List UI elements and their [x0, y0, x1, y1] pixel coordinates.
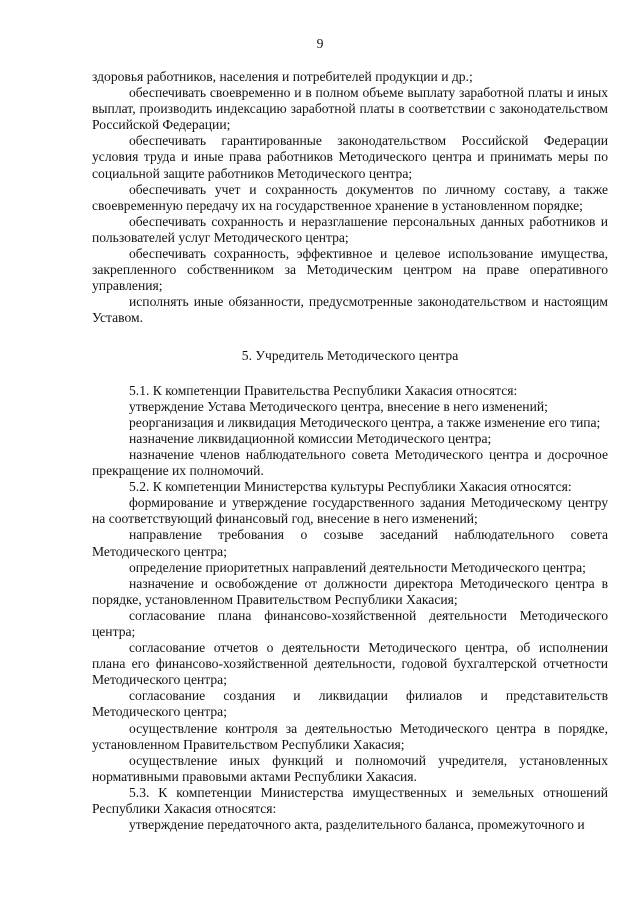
paragraph: назначение ликвидационной комиссии Методического центра; — [129, 430, 492, 446]
paragraph: 5.2. К компетенции Министерства культуры Республики Хакасия относятся: — [129, 479, 572, 495]
paragraph: формирование и утверждение государственного задания Методическому центру на соответствующий финансовый год, внесение в него изменений; — [92, 495, 608, 527]
paragraph: согласование плана финансово-хозяйственной деятельности Методического центра; — [92, 607, 608, 639]
paragraph: 5.1. К компетенции Правительства Республики Хакасия относятся: — [129, 382, 518, 398]
paragraph: обеспечивать учет и сохранность документов по личному составу, а также своевременную передачу их на государственное хранение в установленном порядке; — [92, 181, 608, 213]
document-body — [92, 69, 608, 833]
paragraph: обеспечивать сохранность, эффективное и целевое использование имущества, закрепленного собственником за Методическим центром на праве оперативного управления; — [92, 246, 608, 294]
paragraph: здоровья работников, населения и потребителей продукции и др.; — [92, 69, 473, 84]
paragraph: 5.3. К компетенции Министерства имущественных и земельных отношений Республики Хакасия относятся: — [92, 784, 608, 817]
paragraph: обеспечивать сохранность и неразглашение персональных данных работников и пользователей услуг Методического центра; — [92, 213, 608, 245]
paragraph: согласование создания и ликвидации филиалов и представительств Методического центра; — [92, 688, 608, 720]
paragraph: обеспечивать своевременно и в полном объеме выплату заработной платы и иных выплат, производить индексацию заработной платы в соответствии с законодательством Российской Федерации; — [92, 85, 608, 133]
paragraph: направление требования о созыве заседаний наблюдательного совета Методического центра; — [92, 527, 608, 559]
paragraph: осуществление иных функций и полномочий учредителя, установленных нормативными правовыми актами Республики Хакасия. — [92, 752, 608, 784]
section-heading: 5. Учредитель Методического центра — [241, 347, 459, 363]
paragraph: согласование отчетов о деятельности Методического центра, об исполнении плана его финансово-хозяйственной деятельности, годовой бухгалтерской отчетности Методического центра; — [92, 640, 608, 688]
paragraph: определение приоритетных направлений деятельности Методического центра; — [129, 559, 586, 575]
paragraph: назначение членов наблюдательного совета Методического центра и досрочное прекращение их полномочий. — [92, 446, 608, 479]
paragraph: обеспечивать гарантированные законодательством Российской Федерации условия труда и иные права работников Методического центра и принимать меры по социальной защите работников Методического центра; — [92, 133, 608, 181]
paragraph: исполнять иные обязанности, предусмотренные законодательством и настоящим Уставом. — [92, 294, 608, 326]
paragraph: реорганизация и ликвидация Методического центра, а также изменение его типа; — [129, 414, 601, 430]
paragraph: утверждение передаточного акта, разделительного баланса, промежуточного и — [129, 817, 585, 833]
page-number: 9 — [316, 36, 324, 51]
paragraph: утверждение Устава Методического центра, внесение в него изменений; — [129, 398, 548, 414]
paragraph: назначение и освобождение от должности директора Методического центра в порядке, установленном Правительством Республики Хакасия; — [92, 575, 608, 607]
paragraph: осуществление контроля за деятельностью Методического центра в порядке, установленном Правительством Республики Хакасия; — [92, 720, 608, 752]
